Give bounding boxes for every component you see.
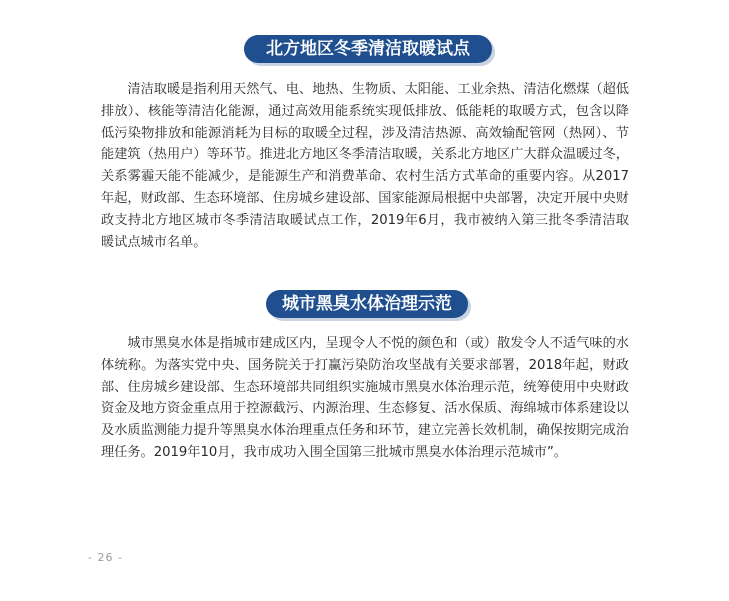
section-heading-clean-heating: 北方地区冬季清洁取暖试点	[244, 35, 492, 63]
section-heading-black-odorous-water: 城市黑臭水体治理示范	[266, 290, 468, 318]
section-body-black-odorous-water: 城市黑臭水体是指城市建成区内，呈现令人不悦的颜色和（或）散发令人不适气味的水体统称。为落实党中央、国务院关于打赢污染防治攻坚战有关要求部署，2018年起，财政部、住房城乡建设部、生态环境部共同组织实施城市黑臭水体治理示范，统筹使用中央财政资金及地方资金重点用于控源截污、内源治理、生态修复、活水保质、海绵城市体系建设以及水质监测能力提升等黑臭水体治理重点任务和环节，建立完善长效机制，确保按期完成治理任务。2019年10月，我市成功入围全国第三批城市黑臭水体治理示范城市”。	[101, 336, 629, 460]
section-body-clean-heating: 清洁取暖是指利用天然气、电、地热、生物质、太阳能、工业余热、清洁化燃煤（超低排放）、核能等清洁化能源，通过高效用能系统实现低排放、低能耗的取暖方式，包含以降低污染物排放和能源消耗为目标的取暖全过程，涉及清洁热源、高效输配管网（热网）、节能建筑（热用户）等环节。推进北方地区冬季清洁取暖，关系北方地区广大群众温暖过冬，关系雾霾天能不能减少，是能源生产和消费革命、农村生活方式革命的重要内容。从2017年起，财政部、生态环境部、住房城乡建设部、国家能源局根据中央部署，决定开展中央财政支持北方地区城市冬季清洁取暖试点工作，2019年6月，我市被纳入第三批冬季清洁取暖试点城市名单。	[101, 82, 629, 250]
page-number: - 26 -	[88, 551, 123, 564]
